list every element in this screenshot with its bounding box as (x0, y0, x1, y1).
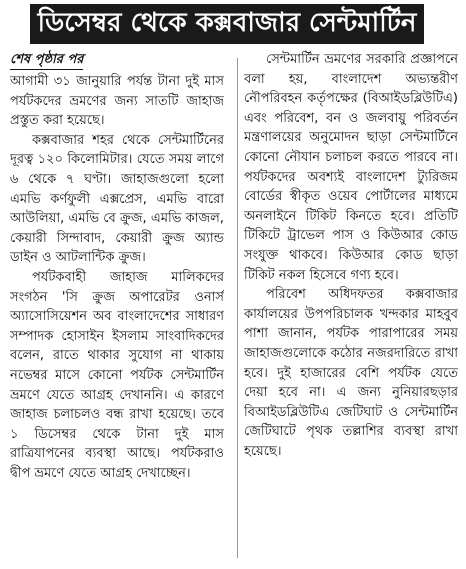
headline: ডিসেম্বর থেকে কক্সবাজার সেন্টমার্টিন (30, 4, 424, 44)
article-body (10, 50, 460, 565)
column-divider (237, 58, 238, 558)
continued-label: শেষ পৃষ্ঠার পর (10, 50, 83, 70)
paragraph: সেন্টমার্টিন ভ্রমণের সরকারি প্রজ্ঞাপনে বলা হয়, বাংলাদেশ অভ্যন্তরীণ নৌপরিবহন কর্তৃপক্ষের (বিআইডব্লিউটিএ) এবং পরিবেশ, বন ও জলবায়ু পরিবর্তন মন্ত্রণালয়ের অনুমোদন ছাড়া সেন্টমার্টিনে কোনো নৌযান চলাচল করতে পারবে না। পর্যটকদের অবশ্যই বাংলাদেশ ট্যুরিজম বোর্ডের স্বীকৃত ওয়েব পোর্টালের মাধ্যমে অনলাইনে টিকিট কিনতে হবে। প্রতিটি টিকিটে ট্রাভেল পাস ও কিউআর কোড সংযুক্ত থাকবে। কিউআর কোড ছাড়া টিকিট নকল হিসেবে গণ্য হবে। (244, 52, 458, 283)
paragraph: পর্যটকবাহী জাহাজ মালিকদের সংগঠন 'সি ক্রুজ অপারেটর ওনার্স অ্যাসোসিয়েশন অব বাংলাদেশের সাধারণ সম্পাদক হোসাইন ইসলাম সাংবাদিকদের বলেন, রাতে থাকার সুযোগ না থাকায় নভেম্বর মাসে কোনো পর্যটক সেন্টমার্টিন ভ্রমণে যেতে আগ্রহ দেখাননি। এ কারণে জাহাজ চলাচলও বন্ধ রাখা হয়েছে। তবে ১ ডিসেম্বর থেকে টানা দুই মাস রাত্রিযাপনের ব্যবস্থা আছে। পর্যটকরাও দ্বীপ ভ্রমণে যেতে আগ্রহ দেখাচ্ছেন। (10, 269, 224, 481)
paragraph: কক্সবাজার শহর থেকে সেন্টমার্টিনের দূরত্ব ১২০ কিলোমিটার। যেতে সময় লাগে ৬ থেকে ৭ ঘণ্টা। জাহাজগুলো হলো এমভি কর্ণফুলী এক্সপ্রেস, এমভি বারো আউলিয়া, এমভি বে ক্রুজ, এমভি কাজল, কেয়ারী সিন্দাবাদ, কেয়ারী ক্রুজ অ্যান্ড ডাইন ও আটলান্টিক ক্রুজ। (10, 132, 224, 266)
paragraph: পরিবেশ অধিদফতর কক্সবাজার কার্যালয়ের উপপরিচালক খন্দকার মাহবুব পাশা জানান, পর্যটক পারাপারের সময় জাহাজগুলোকে কঠোর নজরদারিতে রাখা হবে। দুই হাজারের বেশি পর্যটক যেতে দেয়া হবে না। এ জন্য নুনিয়ারছড়ার বিআইডব্লিউটিএ জেটিঘাট ও সেন্টমার্টিন জেটিঘাটে পৃথক তল্লাশির ব্যবস্থা রাখা হয়েছে। (244, 287, 458, 459)
left-column (10, 50, 224, 565)
paragraph: আগামী ৩১ জানুয়ারি পর্যন্ত টানা দুই মাস পর্যটকদের ভ্রমণের জন্য সাতটি জাহাজ প্রস্তুত করা হয়েছে। (10, 74, 224, 129)
right-column (244, 50, 458, 565)
